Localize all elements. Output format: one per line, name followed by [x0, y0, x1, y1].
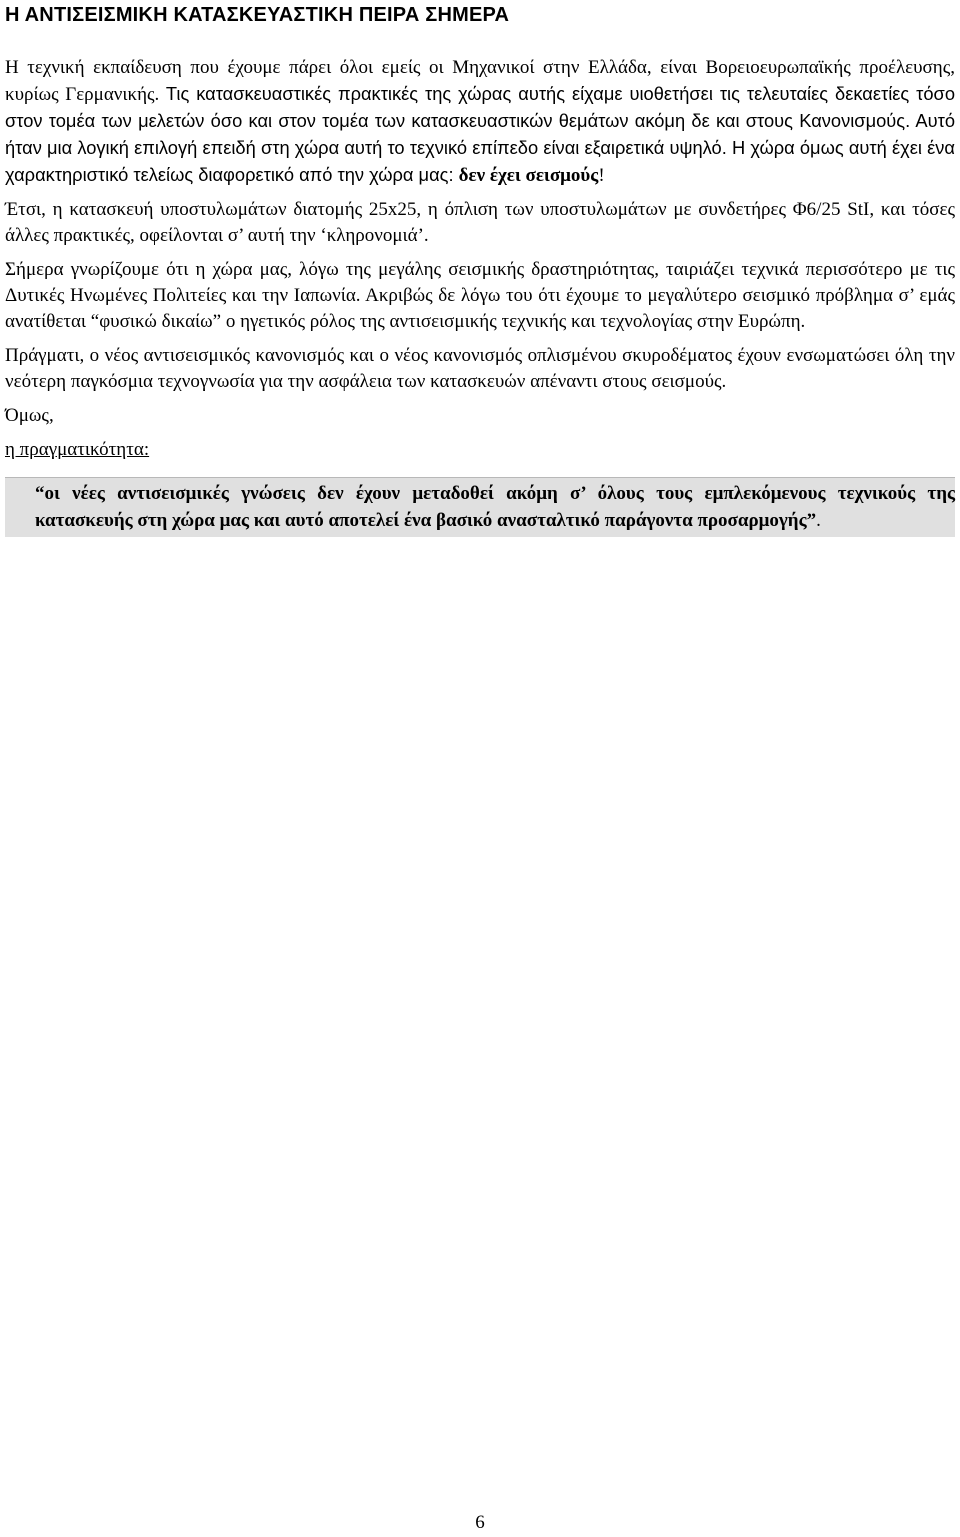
paragraph-intro [5, 55, 955, 189]
page-title: Η ΑΝΤΙΣΕΙΣΜΙΚΗ ΚΑΤΑΣΚΕΥΑΣΤΙΚΗ ΠΕΙΡΑ ΣΗΜΕΡΑ [5, 4, 510, 26]
paragraph-inheritance: Έτσι, η κατασκευή υποστυλωμάτων διατομής 25x25, η όπλιση των υποστυλωμάτων με συνδετήρες Φ6/25 StI, και τόσες άλλες πρακτικές, οφείλονται σ’ αυτή την ‘κληρονομιά’. [5, 199, 955, 246]
paragraph-intro-serif: Η τεχνική εκπαίδευση που έχουμε πάρει όλοι εμείς οι Μηχανικοί στην Ελλάδα, είναι Βορειοευρωπαϊκής προέλευσης, κυρίως Γερμανικής. [5, 57, 955, 105]
line-however: Όμως, [5, 405, 54, 426]
paragraph-intro-bold: δεν έχει σεισμούς [458, 165, 599, 186]
highlight-box [5, 477, 955, 537]
paragraph-intro-sans: Τις κατασκευαστικές πρακτικές της χώρας αυτής είχαμε υιοθετήσει τις τελευταίες δεκαετίες τόσο στον τομέα των μελετών όσο και στον τομέα των κατασκευαστικών θεμάτων ακόμη δε και στους Κανονισμούς. Αυτό ήταν μια λογική επιλογή επειδή στη χώρα αυτή το τεχνικό επίπεδο είναι εξαιρετικά υψηλό. Η χώρα όμως αυτή έχει ένα χαρακτηριστικό τελείως διαφορετικό από την χώρα μας: [5, 83, 955, 185]
highlight-quote-text: “οι νέες αντισεισμικές γνώσεις δεν έχουν μεταδοθεί ακόμη σ’ όλους τους εμπλεκόμενους τεχνικούς της κατασκευής στη χώρα μας και αυτό αποτελεί ένα βασικό ανασταλτικό παράγοντα προσαρμογής” [35, 483, 955, 531]
highlight-quote [35, 481, 955, 534]
document-page [5, 0, 955, 537]
paragraph-new-codes: Πράγματι, ο νέος αντισεισμικός κανονισμός και ο νέος κανονισμός οπλισμένου σκυροδέματος έχουν ενσωματώσει όλη την νεότερη παγκόσμια τεχνογνωσία για την ασφάλεια των κατασκευών απέναντι στους σεισμούς. [5, 345, 955, 392]
page-number: 6 [475, 1512, 485, 1533]
paragraph-today: Σήμερα γνωρίζουμε ότι η χώρα μας, λόγω της μεγάλης σεισμικής δραστηριότητας, ταιριάζει τεχνικά περισσότερο με τις Δυτικές Ηνωμένες Πολιτείες και την Ιαπωνία. Ακριβώς δε λόγω του ότι έχουμε το μεγαλύτερο σεισμικό πρόβλημα σ’ εμάς ανατίθεται “φυσικώ δικαίω” ο ηγετικός ρόλος της αντισεισμικής τεχνικής και τεχνολογίας στην Ευρώπη. [5, 259, 955, 332]
line-reality: η πραγματικότητα: [5, 439, 150, 460]
highlight-quote-end: . [816, 509, 821, 531]
paragraph-intro-end: ! [598, 165, 605, 186]
